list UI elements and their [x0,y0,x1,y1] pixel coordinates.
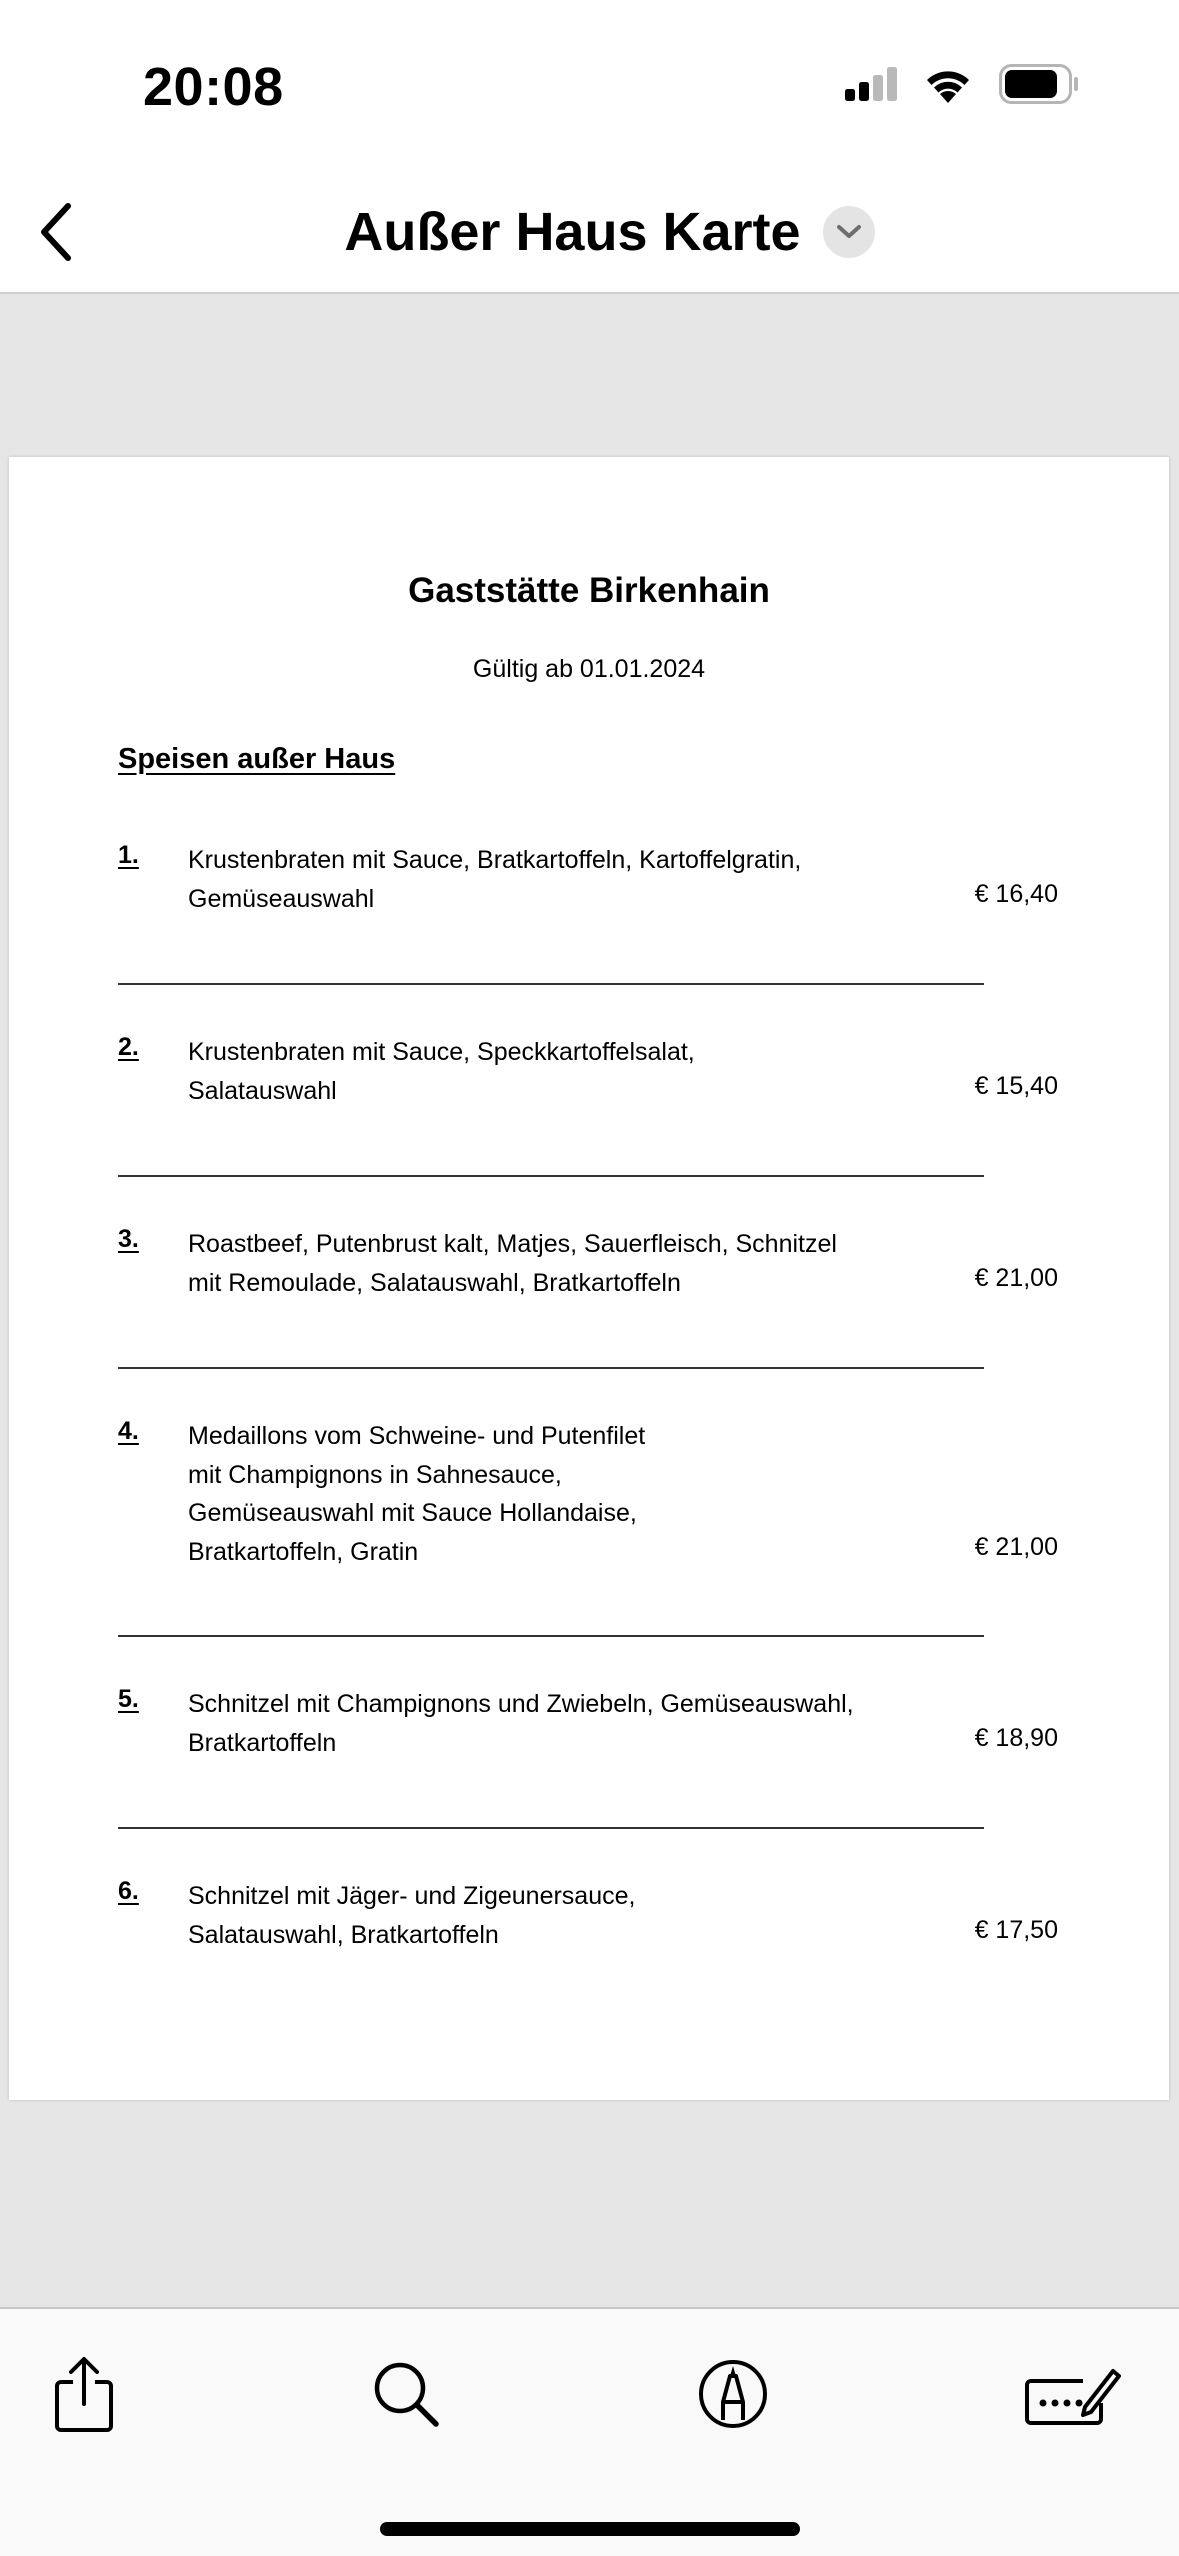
item-number: 6. [118,1877,139,1905]
item-description-line: Salatauswahl [188,1076,337,1105]
markup-icon [697,2358,769,2430]
item-description [188,1033,908,1110]
share-icon [49,2354,119,2434]
item-description [188,1225,908,1302]
markup-button[interactable] [688,2349,778,2439]
item-price: € 17,50 [974,1915,1058,1944]
bottom-toolbar [0,2307,1179,2556]
form-fill-icon [1023,2359,1121,2429]
divider [118,1827,984,1829]
section-heading: Speisen außer Haus [118,743,396,775]
search-icon [370,2358,442,2430]
title-menu-button[interactable] [823,206,875,258]
item-description [188,1685,908,1762]
item-description [188,841,908,918]
navigation-bar [0,170,1179,294]
item-description-line: Salatauswahl, Bratkartoffeln [188,1920,499,1949]
document-subtitle: Gültig ab 01.01.2024 [472,655,706,683]
divider [118,1175,984,1177]
divider [118,1367,984,1369]
form-fill-button[interactable] [1022,2349,1122,2439]
item-price: € 15,40 [974,1071,1058,1100]
item-number: 5. [118,1685,139,1713]
divider [118,983,984,985]
item-description [188,1877,908,1954]
item-description-line: Krustenbraten mit Sauce, Bratkartoffeln, Kartoffelgratin, [188,846,802,874]
item-description-line: Gemüseauswahl [188,884,375,913]
cellular-signal-icon [845,67,897,106]
battery-icon [999,64,1079,109]
search-button[interactable] [361,2349,451,2439]
item-description [188,1417,908,1571]
item-number: 4. [118,1417,139,1445]
share-button[interactable] [39,2349,129,2439]
item-description-line: Gemüseauswahl mit Sauce Hollandaise, [188,1499,637,1527]
item-description-line: Schnitzel mit Jäger- und Zigeunersauce, [188,1882,636,1910]
nav-title-group [0,170,1179,294]
document-page[interactable] [9,457,1169,2100]
item-number: 2. [118,1033,139,1061]
item-price: € 18,90 [974,1723,1058,1752]
item-number: 1. [118,841,139,869]
status-bar [0,0,1179,170]
status-icons [845,64,1079,108]
item-price: € 16,40 [974,879,1058,908]
item-number: 3. [118,1225,139,1253]
item-description-line: mit Remoulade, Salatauswahl, Bratkartoffeln [188,1268,681,1297]
home-indicator[interactable] [380,2522,800,2536]
document-title: Gaststätte Birkenhain [408,571,770,610]
divider [118,1635,984,1637]
item-description-line: Bratkartoffeln [188,1728,337,1757]
item-description-line: Medaillons vom Schweine- und Putenfilet [188,1422,646,1450]
item-description-line: Bratkartoffeln, Gratin [188,1537,419,1566]
item-description-line: Roastbeef, Putenbrust kalt, Matjes, Sauerfleisch, Schnitzel [188,1230,837,1258]
item-description-line: mit Champignons in Sahnesauce, [188,1460,562,1489]
item-price: € 21,00 [974,1263,1058,1292]
nav-title[interactable]: Außer Haus Karte [344,202,801,262]
wifi-icon [923,65,973,108]
status-time: 20:08 [143,57,284,117]
item-description-line: Krustenbraten mit Sauce, Speckkartoffelsalat, [188,1038,695,1066]
item-description-line: Schnitzel mit Champignons und Zwiebeln, Gemüseauswahl, [188,1690,854,1718]
item-price: € 21,00 [974,1532,1058,1561]
chevron-down-icon [836,224,862,240]
